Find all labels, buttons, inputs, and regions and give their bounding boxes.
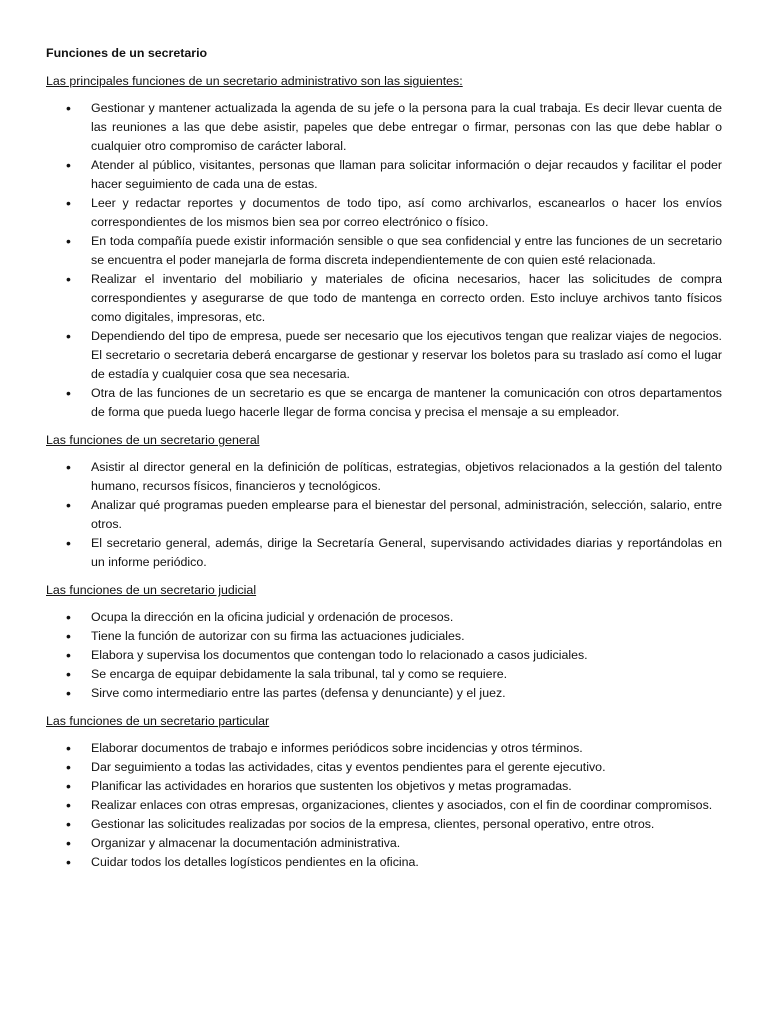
list-funciones-judicial <box>46 608 722 703</box>
document-title: Funciones de un secretario <box>46 46 208 60</box>
list-funciones-particular <box>46 739 722 872</box>
list-item: • Asistir al director general en la definición de políticas, estrategias, objetivos relacionados a la gestión del talento humano, recursos físicos, financieros y tecnológicos. <box>46 458 722 496</box>
list-funciones-administrativo <box>46 99 722 422</box>
list-item: • Elabora y supervisa los documentos que contengan todo lo relacionado a casos judiciales. <box>46 646 722 665</box>
list-item: • Dependiendo del tipo de empresa, puede ser necesario que los ejecutivos tengan que realizar viajes de negocios. El secretario o secretaria deberá encargarse de gestionar y reservar los boletos para su traslado así como el lugar de estadía y cualquier cosa que sea necesaria. <box>46 327 722 384</box>
list-item: • Sirve como intermediario entre las partes (defensa y denunciante) y el juez. <box>46 684 722 703</box>
list-item: • Analizar qué programas pueden emplearse para el bienestar del personal, administración, selección, salario, entre otros. <box>46 496 722 534</box>
list-item: • Elaborar documentos de trabajo e informes periódicos sobre incidencias y otros términos. <box>46 739 722 758</box>
list-item: • Se encarga de equipar debidamente la sala tribunal, tal y como se requiere. <box>46 665 722 684</box>
list-item: • Gestionar y mantener actualizada la agenda de su jefe o la persona para la cual trabaja. Es decir llevar cuenta de las reuniones a las que debe asistir, papeles que debe entregar o firmar, personas con las que debe hablar o cualquier otro compromiso de carácter laboral. <box>46 99 722 156</box>
list-item: • Planificar las actividades en horarios que sustenten los objetivos y metas programadas. <box>46 777 722 796</box>
document-page <box>46 44 722 881</box>
section-heading-judicial: Las funciones de un secretario judicial <box>46 583 257 597</box>
section-heading-particular: Las funciones de un secretario particular <box>46 714 270 728</box>
list-item: • El secretario general, además, dirige la Secretaría General, supervisando actividades diarias y reportándolas en un informe periódico. <box>46 534 722 572</box>
list-item: • Realizar enlaces con otras empresas, organizaciones, clientes y asociados, con el fin de coordinar compromisos. <box>46 796 722 815</box>
list-item: • Ocupa la dirección en la oficina judicial y ordenación de procesos. <box>46 608 722 627</box>
list-item: • Otra de las funciones de un secretario es que se encarga de mantener la comunicación con otros departamentos de forma que pueda luego hacerle llegar de forma concisa y precisa el mensaje a su empleador. <box>46 384 722 422</box>
list-item: • En toda compañía puede existir información sensible o que sea confidencial y entre las funciones de un secretario se encuentra el poder manejarla de forma discreta independientemente de con quien esté relacionada. <box>46 232 722 270</box>
list-item: • Atender al público, visitantes, personas que llaman para solicitar información o dejar recaudos y facilitar el poder hacer seguimiento de cada una de estas. <box>46 156 722 194</box>
list-item: • Tiene la función de autorizar con su firma las actuaciones judiciales. <box>46 627 722 646</box>
list-item: • Dar seguimiento a todas las actividades, citas y eventos pendientes para el gerente ejecutivo. <box>46 758 722 777</box>
list-item: • Cuidar todos los detalles logísticos pendientes en la oficina. <box>46 853 722 872</box>
list-item: • Gestionar las solicitudes realizadas por socios de la empresa, clientes, personal operativo, entre otros. <box>46 815 722 834</box>
list-funciones-general <box>46 458 722 572</box>
section-heading-general: Las funciones de un secretario general <box>46 433 260 447</box>
list-item: • Realizar el inventario del mobiliario y materiales de oficina necesarios, hacer las solicitudes de compra correspondientes y asegurarse de que todo de mantenga en correcto orden. Esto incluye archivos tanto físicos como digitales, impresoras, etc. <box>46 270 722 327</box>
list-item: • Organizar y almacenar la documentación administrativa. <box>46 834 722 853</box>
list-item: • Leer y redactar reportes y documentos de todo tipo, así como archivarlos, escanearlos o hacer los envíos correspondientes de los mismos bien sea por correo electrónico o físico. <box>46 194 722 232</box>
section-heading-administrativo: Las principales funciones de un secretario administrativo son las siguientes: <box>46 74 463 88</box>
